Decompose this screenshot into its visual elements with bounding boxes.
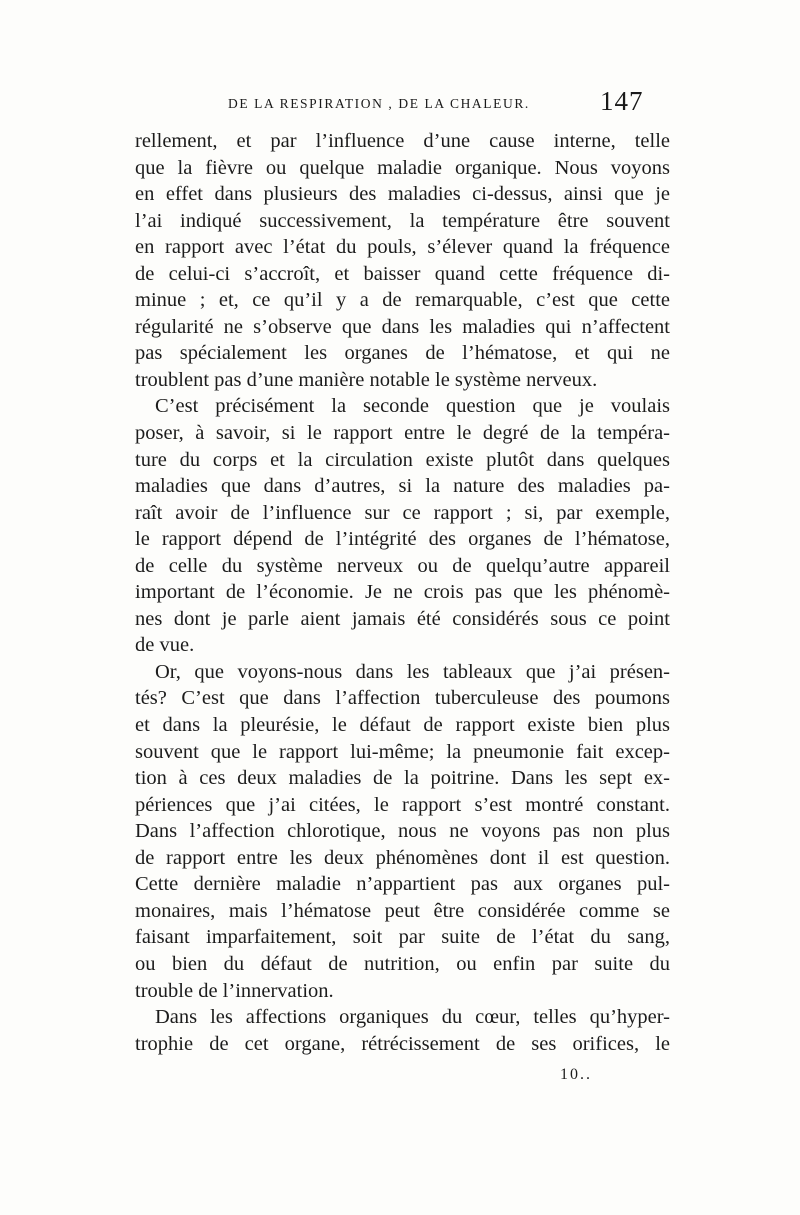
text-line: régularité ne s’observe que dans les maladies qui n’affectent (135, 315, 670, 338)
text-line: Cette dernière maladie n’appartient pas aux organes pul- (135, 873, 670, 896)
text-line: monaires, mais l’hématose peut être considérée comme se (135, 899, 670, 922)
text-line: que la fièvre ou quelque maladie organique. Nous voyons (135, 156, 670, 179)
text-line: minue ; et, ce qu’il y a de remarquable, c’est que cette (135, 289, 670, 312)
text-line: poser, à savoir, si le rapport entre le degré de la tempéra- (135, 422, 670, 445)
text-line: l’ai indiqué successivement, la température être souvent (135, 209, 670, 232)
text-line: Dans l’affection chlorotique, nous ne voyons pas non plus (135, 820, 670, 843)
text-line: et dans la pleurésie, le défaut de rapport existe bien plus (135, 714, 670, 737)
text-line: faisant imparfaitement, soit par suite de l’état du sang, (135, 926, 670, 949)
text-line: de vue. (135, 634, 195, 657)
text-line: raît avoir de l’influence sur ce rapport ; si, par exemple, (135, 501, 670, 524)
text-line: tés? C’est que dans l’affection tuberculeuse des poumons (135, 687, 670, 710)
text-line: le rapport dépend de l’intégrité des organes de l’hématose, (135, 528, 670, 551)
text-line: Or, que voyons-nous dans les tableaux que j’ai présen- (155, 660, 670, 683)
text-line: trouble de l’innervation. (135, 979, 334, 1002)
text-line: nes dont je parle aient jamais été considérés sous ce point (135, 607, 670, 630)
page-header (228, 88, 668, 128)
text-line: ou bien du défaut de nutrition, ou enfin par suite du (135, 952, 670, 975)
text-line: en effet dans plusieurs des maladies ci-dessus, ainsi que je (135, 183, 670, 206)
text-line: troublent pas d’une manière notable le système nerveux. (135, 368, 598, 391)
text-line: de rapport entre les deux phénomènes dont il est question. (135, 846, 670, 869)
text-line: rellement, et par l’influence d’une cause interne, telle (135, 130, 670, 152)
running-head: DE LA RESPIRATION , DE LA CHALEUR. (228, 96, 530, 111)
text-line: trophie de cet organe, rétrécissement de ses orifices, le (135, 1032, 670, 1055)
text-line: tion à ces deux maladies de la poitrine. Dans les sept ex- (135, 767, 670, 790)
text-line: ture du corps et la circulation existe plutôt dans quelques (135, 448, 670, 471)
body-text (135, 128, 670, 1057)
text-line: en rapport avec l’état du pouls, s’élever quand la fréquence (135, 236, 670, 259)
text-line: de celle du système nerveux ou de quelqu’autre appareil (135, 554, 670, 577)
page-number: 147 (600, 86, 644, 116)
text-line: périences que j’ai citées, le rapport s’est montré constant. (135, 793, 670, 816)
text-line: Dans les affections organiques du cœur, telles qu’hyper- (155, 1006, 670, 1029)
text-line: pas spécialement les organes de l’hématose, et qui ne (135, 342, 670, 365)
text-line: souvent que le rapport lui-même; la pneumonie fait excep- (135, 740, 670, 763)
signature-mark: 10.. (560, 1066, 592, 1083)
text-line: de celui-ci s’accroît, et baisser quand cette fréquence di- (135, 262, 670, 285)
text-line: important de l’économie. Je ne crois pas que les phénomè- (135, 581, 670, 604)
text-line: C’est précisément la seconde question que je voulais (155, 395, 670, 418)
text-line: maladies que dans d’autres, si la nature des maladies pa- (135, 475, 670, 498)
